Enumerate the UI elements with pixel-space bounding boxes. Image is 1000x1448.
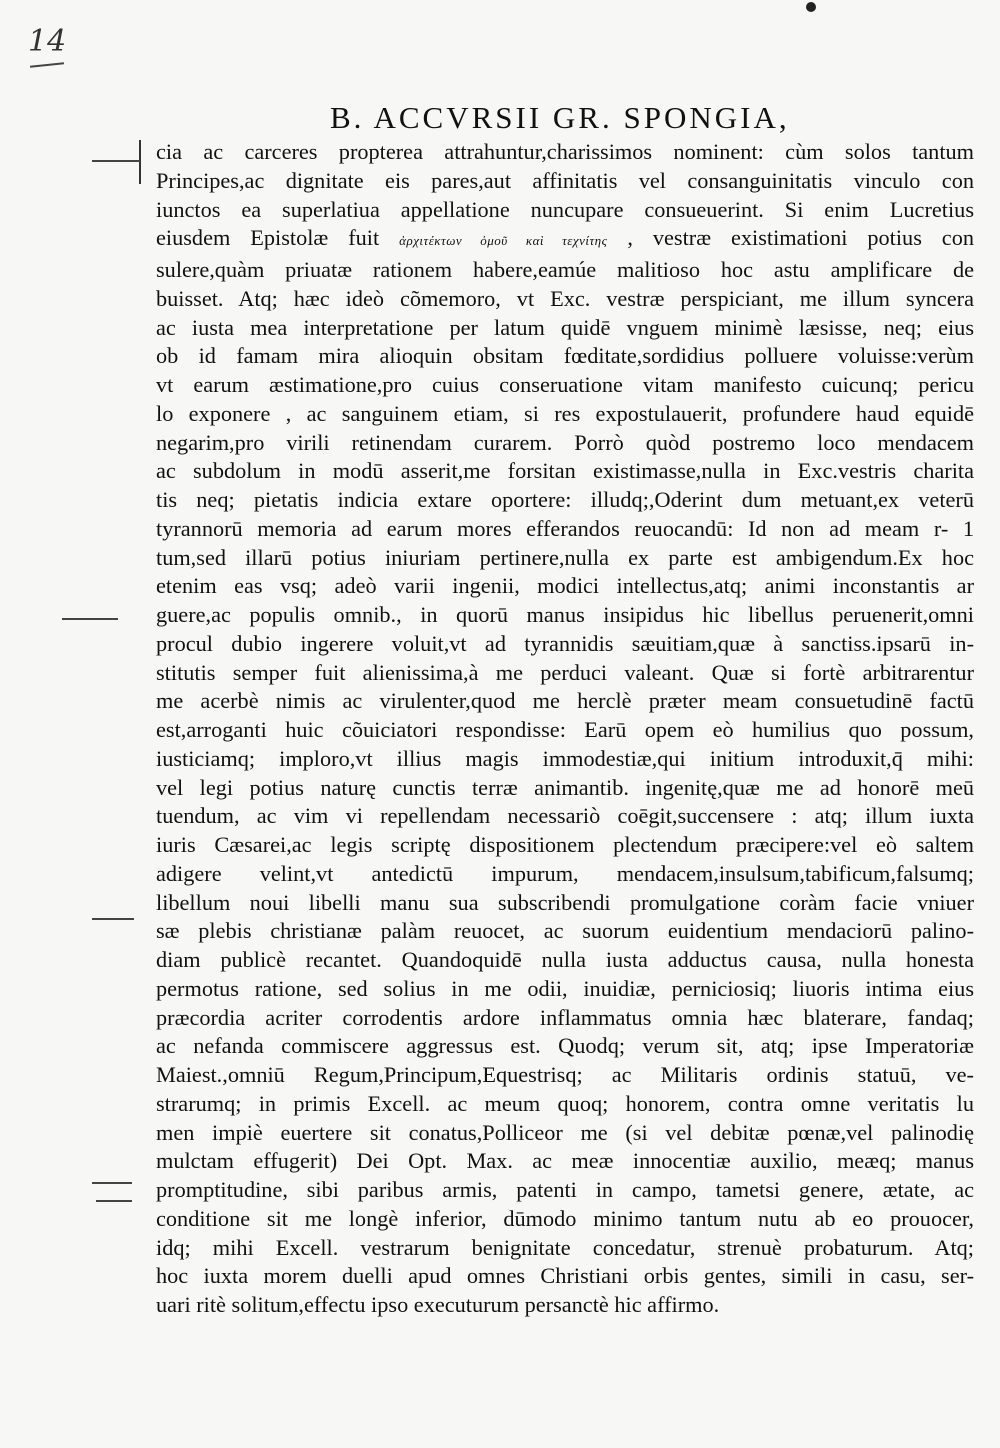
text-line: ob id famam mira alioquin obsitam fœditate,sordidius polluere voluisse:verùm xyxy=(156,343,974,369)
text-line: adigere velint,vt antedictū impurum, mendacem,insulsum,tabificum,falsumq; xyxy=(156,860,974,886)
text-line: præcordia acriter corrodentis ardore inflammatus omnia hæc blaterare, fandaq; xyxy=(156,1004,974,1030)
text-line: promptitudine, sibi paribus armis, patenti in campo, tametsi genere, ætate, ac xyxy=(156,1177,974,1202)
ink-spot xyxy=(806,2,816,12)
text-line: ac nefanda commiscere aggressus est. Quodq; verum sit, atq; ipse Imperatoriæ xyxy=(156,1033,974,1059)
text-line: negarim,pro virili retinendam curarem. Porrò quòd postremo loco mendacem xyxy=(156,429,974,455)
margin-mark xyxy=(62,618,118,620)
text-line: me acerbè nimis ac virulenter,quod me herclè præter meam consuetudinē factū xyxy=(156,688,974,714)
text-line: hoc iuxta morem duelli apud omnes Christiani orbis gentes, simili in casu, ser- xyxy=(156,1263,974,1289)
text-line: Maiest.,omniū Regum,Principum,Equestrisq; ac Militaris ordinis statuū, ve- xyxy=(156,1062,974,1087)
margin-mark xyxy=(92,1182,132,1184)
text-line: est,arroganti huic cõuiciatori respondisse: Earū opem eò humilius quo possum, xyxy=(156,717,974,742)
text-line: procul dubio ingerere voluit,vt ad tyrannidis sæuitiam,quæ à sanctiss.ipsarū in- xyxy=(156,630,974,656)
body-text xyxy=(156,138,974,1320)
text-line: iunctos ea superlatiua appellatione nuncupare consueuerint. Si enim Lucretius xyxy=(156,196,974,222)
text-line: sulere,quàm priuatæ rationem habere,eamúe malitioso hoc astu amplificare de xyxy=(156,257,974,282)
text-line: sæ plebis christianæ palàm reuocet, ac suorum euidentium mendaciorū palino- xyxy=(156,918,974,944)
text-line: vt earum æstimatione,pro cuius conseruatione vitam manifesto cuicunq; pericu xyxy=(156,372,974,397)
text-line: tuendum, ac vim vi repellendam necessariò coēgit,succensere : atq; illum iuxta xyxy=(156,803,974,829)
folio-number: 14 xyxy=(28,24,67,59)
text-line: libellum noui libelli manu sua subscribendi promulgatione coràm facie vniuer xyxy=(156,889,974,915)
text-line: idq; mihi Excell. vestrarum benignitate concedatur, strenuè probaturum. Atq; xyxy=(156,1234,974,1260)
text-line: mulctam effugerit) Dei Opt. Max. ac meæ innocentiæ auxilio, meæq; manus xyxy=(156,1148,974,1174)
text-line: stitutis semper fuit alienissima,à me perduci valeant. Quæ si fortè arbitrarentur xyxy=(156,659,974,685)
margin-mark xyxy=(92,160,140,162)
text-line: tum,sed illarū potius iniuriam pertinere,nulla ex parte est ambigendum.Ex hoc xyxy=(156,544,974,570)
margin-mark xyxy=(92,918,134,920)
text-line: uari ritè solitum,effectu ipso executurum persanctè hic affirmo. xyxy=(156,1292,720,1317)
text-line: tyrannorū memoria ad earum mores efferandos reuocandū: Id non ad meam r- 1 xyxy=(156,515,974,541)
text-line: tis neq; pietatis indicia extare oportere: illudq;,Oderint dum metuant,ex veterū xyxy=(156,487,974,512)
text-line: ac iusta mea interpretatione per latum quidē vnguem minimè læsisse, neq; eius xyxy=(156,314,974,340)
running-header: B. ACCVRSII GR. SPONGIA, xyxy=(330,100,790,135)
text-line: vel legi potius naturę cunctis terræ animantib. ingenitę,quæ me ad honorē meū xyxy=(156,774,974,800)
text-line: iusticiamq; imploro,vt illius magis immodestiæ,qui initium introduxit,q̄ mihi: xyxy=(156,745,974,771)
text-line: permotus ratione, sed solius in me odii, inuidiæ, perniciosiq; liuoris intima eius xyxy=(156,975,974,1001)
text-segment: , vestræ existimationi potius con xyxy=(627,225,974,251)
text-line: men impiè euertere sit conatus,Polliceor me (si vel debitæ pœnæ,vel palinodię xyxy=(156,1119,974,1145)
text-line: buisset. Atq; hæc ideò cõmemoro, vt Exc. vestræ perspiciant, me illum syncera xyxy=(156,285,974,311)
margin-mark xyxy=(96,1200,132,1202)
text-segment: eiusdem Epistolæ fuit xyxy=(156,225,380,251)
text-line: iuris Cæsarei,ac legis scriptę dispositionem plectendum præcipere:vel eò saltem xyxy=(156,832,974,857)
text-line: lo exponere , ac sanguinem etiam, si res expostulauerit, profundere haud equidē xyxy=(156,400,974,426)
text-line xyxy=(156,224,974,256)
text-line: guere,ac populis omnib., in quorū manus insipidus hic libellus peruenerit,omni xyxy=(156,602,974,627)
text-line: Principes,ac dignitate eis pares,aut affinitatis vel consanguinitatis vinculo con xyxy=(156,167,974,193)
text-line: ac subdolum in modū asserit,me forsitan existimasse,nulla in Exc.vestris charita xyxy=(156,458,974,484)
greek-phrase: ἀρχιτέκτων ὁμοῦ καὶ τεχνίτης xyxy=(399,233,608,249)
margin-rule xyxy=(139,140,141,184)
text-line: conditione sit me longè inferior, dūmodo minimo tantum nutu ab eo prouocer, xyxy=(156,1205,974,1231)
text-line: strarumq; in primis Excell. ac meum quoq; honorem, contra omne veritatis lu xyxy=(156,1090,974,1116)
folio-underline xyxy=(30,62,64,68)
text-line: etenim eas vsq; adeò varii ingenii, modici intellectus,atq; animi inconstantis ar xyxy=(156,573,974,599)
text-line: cia ac carceres propterea attrahuntur,charissimos nominent: cùm solos tantum xyxy=(156,139,974,164)
text-line: diam publicè recantet. Quandoquidē nulla iusta adductus causa, nulla honesta xyxy=(156,947,974,972)
